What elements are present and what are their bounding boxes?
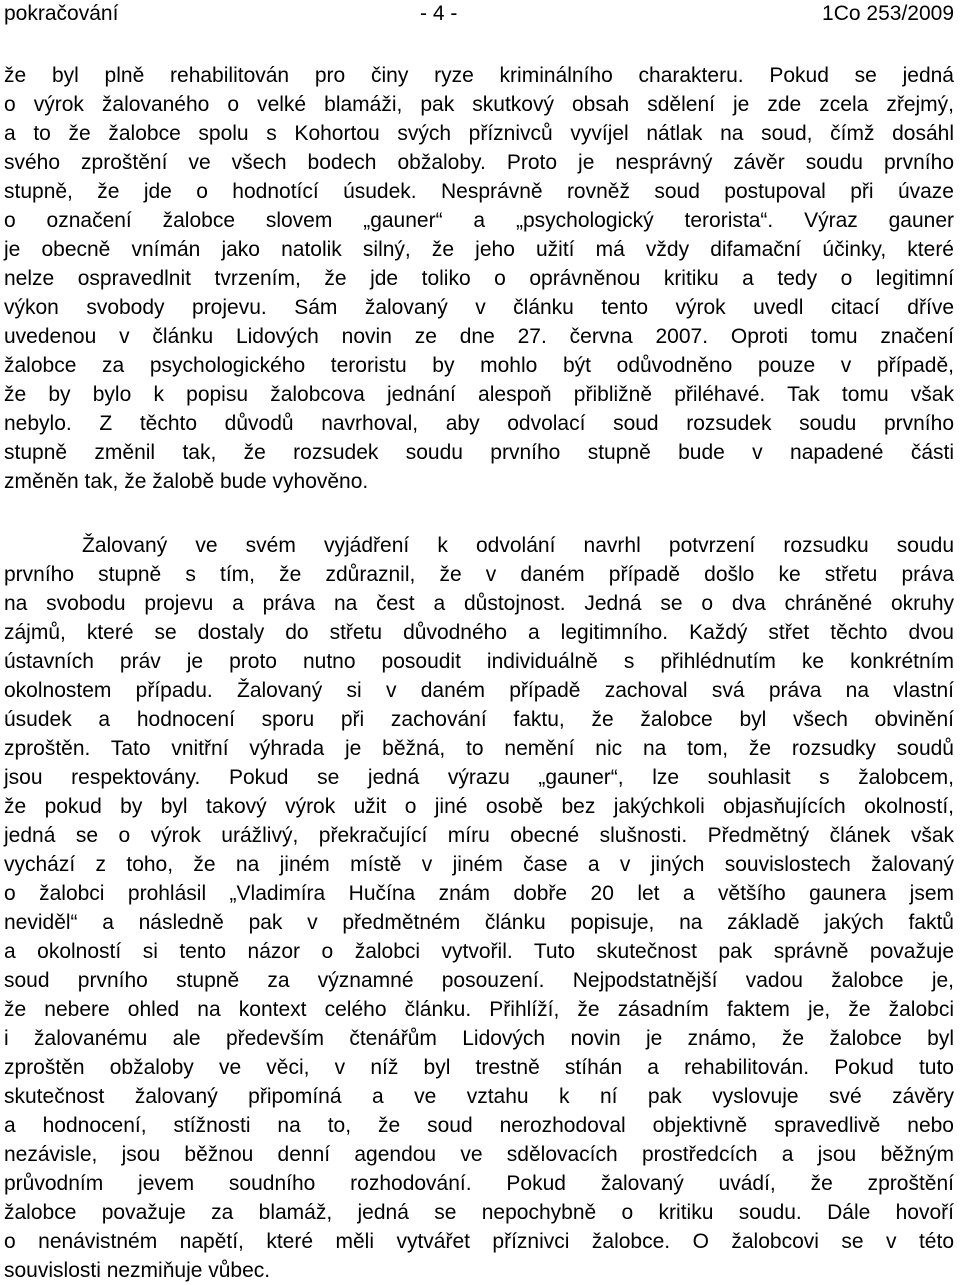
text-line: nezávisle, jsou běžnou denní agendou ve sdělovacích prostředcích a jsou běžným bbox=[4, 1143, 954, 1166]
text-line: a okolností si tento názor o žalobci vytvořil. Tuto skutečnost pak správně považuje bbox=[4, 940, 954, 963]
text-line: že pokud by byl takový výrok užit o jiné osobě bez jakýchkoli objasňujících okolností, bbox=[4, 795, 954, 818]
text-line: na svobodu projevu a práva na čest a důstojnost. Jedná se o dva chráněné okruhy bbox=[4, 592, 954, 615]
page-header bbox=[4, 1, 954, 27]
text-line: jsou respektovány. Pokud se jedná výrazu „gauner“, lze souhlasit s žalobcem, bbox=[4, 766, 954, 789]
text-line: stupně, že jde o hodnotící úsudek. Nesprávně rovněž soud postupoval při úvaze bbox=[4, 180, 954, 203]
text-line: zproštěn obžaloby ve věci, v níž byl trestně stíhán a rehabilitován. Pokud tuto bbox=[4, 1056, 954, 1079]
text-line: souvislosti nezmiňuje vůbec. bbox=[4, 1259, 271, 1282]
text-line: zproštěn. Tato vnitřní výhrada je běžná, to nemění nic na tom, že rozsudky soudů bbox=[4, 737, 954, 760]
text-line: o žalobci prohlásil „Vladimíra Hučína znám dobře 20 let a většího gaunera jsem bbox=[4, 882, 954, 905]
text-line: svého zproštění ve všech bodech obžaloby. Proto je nesprávný závěr soudu prvního bbox=[4, 151, 954, 174]
text-line: žalobce považuje za blamáž, jedná se nepochybně o kritiku soudu. Dále hovoří bbox=[4, 1201, 954, 1224]
text-line: prvního stupně s tím, že zdůraznil, že v daném případě došlo ke střetu práva bbox=[4, 563, 954, 586]
text-line: jedná se o výrok urážlivý, překračující míru obecné slušnosti. Předmětný článek však bbox=[4, 824, 954, 847]
text-line: změněn tak, že žalobě bude vyhověno. bbox=[4, 470, 369, 493]
text-line: žalobce za psychologického teroristu by mohlo být odůvodněno pouze v případě, bbox=[4, 354, 954, 377]
text-line: soud prvního stupně za významné posouzení. Nejpodstatnější vadou žalobce je, bbox=[4, 969, 954, 992]
text-line: výkon svobody projevu. Sám žalovaný v článku tento výrok uvedl citací dříve bbox=[4, 296, 954, 319]
header-continuation-label: pokračování bbox=[4, 2, 119, 25]
text-line: že by bylo k popisu žalobcova jednání alespoň přibližně přiléhavé. Tak tomu však bbox=[4, 383, 954, 406]
text-line: o výrok žalovaného o velké blamáži, pak skutkový obsah sdělení je zde zcela zřejmý, bbox=[4, 93, 954, 116]
text-line: že byl plně rehabilitován pro činy ryze kriminálního charakteru. Pokud se jedná bbox=[4, 64, 954, 87]
text-line: je obecně vnímán jako natolik silný, že jeho užití má vždy difamační účinky, které bbox=[4, 238, 954, 261]
text-line: vychází z toho, že na jiném místě v jiném čase a v jiných souvislostech žalovaný bbox=[4, 853, 954, 876]
text-line: ústavních práv je proto nutno posoudit individuálně s přihlédnutím ke konkrétním bbox=[4, 650, 954, 673]
text-line: okolnostem případu. Žalovaný si v daném případě zachoval svá práva na vlastní bbox=[4, 679, 954, 702]
text-line: o označení žalobce slovem „gauner“ a „psychologický terorista“. Výraz gauner bbox=[4, 209, 954, 232]
text-line: skutečnost žalovaný připomíná a ve vztahu k ní pak vyslovuje své závěry bbox=[4, 1085, 954, 1108]
text-line: Žalovaný ve svém vyjádření k odvolání navrhl potvrzení rozsudku soudu bbox=[82, 534, 954, 557]
text-line: a to že žalobce spolu s Kohortou svých příznivců vyvíjel nátlak na soud, čímž dosáhl bbox=[4, 122, 954, 145]
text-line: o nenávistném napětí, které měli vytvářet příznivci žalobce. O žalobcovi se v této bbox=[4, 1230, 954, 1253]
text-line: nelze ospravedlnit tvrzením, že jde toliko o oprávněnou kritiku a tedy o legitimní bbox=[4, 267, 954, 290]
text-line: stupně změnil tak, že rozsudek soudu prvního stupně bude v napadené části bbox=[4, 441, 954, 464]
paragraph-1 bbox=[4, 61, 954, 496]
text-line: a hodnocení, stížnosti na to, že soud nerozhodoval objektivně spravedlivě nebo bbox=[4, 1114, 954, 1137]
text-line: průvodním jevem soudního rozhodování. Pokud žalovaný uvádí, že zproštění bbox=[4, 1172, 954, 1195]
paragraph-2 bbox=[4, 531, 954, 1285]
case-number: 1Co 253/2009 bbox=[822, 2, 954, 25]
text-line: neviděl“ a následně pak v předmětném článku popisuje, na základě jakých faktů bbox=[4, 911, 954, 934]
page-number: - 4 - bbox=[420, 2, 458, 25]
text-line: zájmů, které se dostaly do střetu důvodného a legitimního. Každý střet těchto dvou bbox=[4, 621, 954, 644]
text-line: že nebere ohled na kontext celého článku. Přihlíží, že zásadním faktem je, že žalobci bbox=[4, 998, 954, 1021]
text-line: i žalovanému ale především čtenářům Lidových novin je známo, že žalobce byl bbox=[4, 1027, 954, 1050]
text-line: uvedenou v článku Lidových novin ze dne 27. června 2007. Oproti tomu značení bbox=[4, 325, 954, 348]
text-line: úsudek a hodnocení sporu při zachování faktu, že žalobce byl všech obvinění bbox=[4, 708, 954, 731]
text-line: nebylo. Z těchto důvodů navrhoval, aby odvolací soud rozsudek soudu prvního bbox=[4, 412, 954, 435]
